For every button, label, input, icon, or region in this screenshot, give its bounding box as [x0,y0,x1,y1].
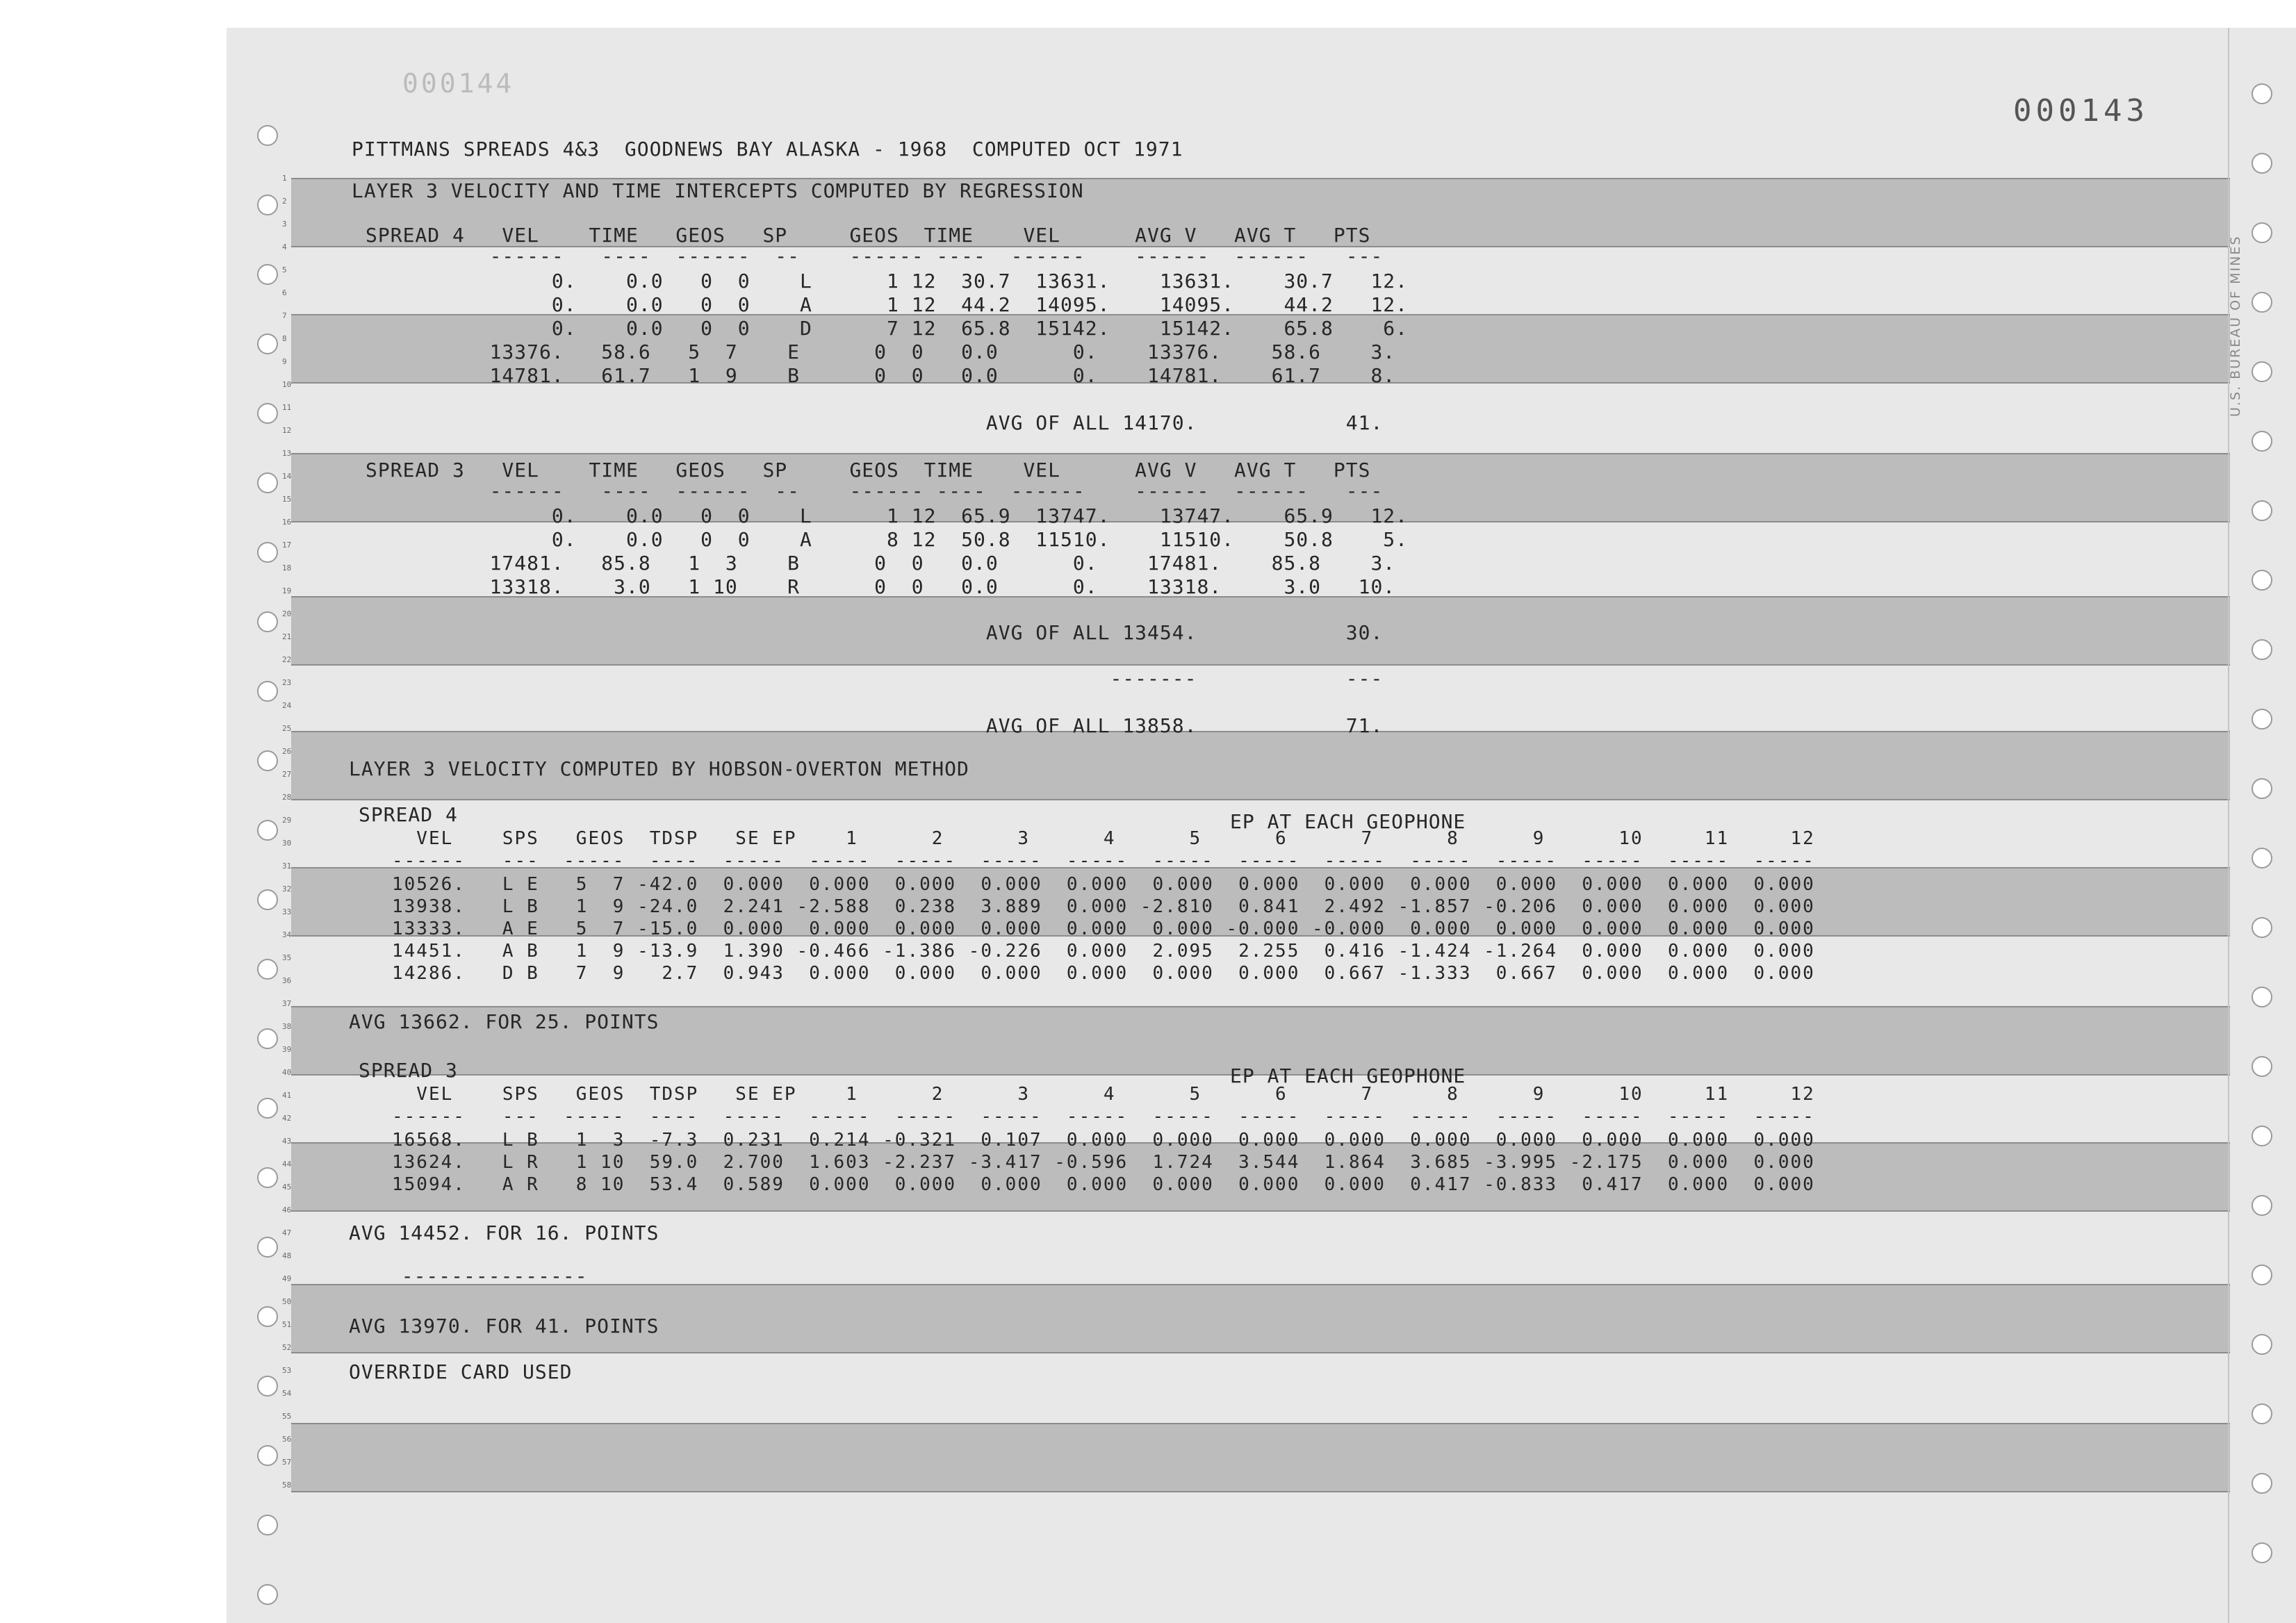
margin-line-number: 48 [282,1251,292,1260]
margin-line-number: 19 [282,586,292,595]
overall-average: AVG OF ALL 13858. 71. [366,714,1384,737]
margin-line-number: 37 [282,999,292,1008]
spread4-average: AVG OF ALL 14170. 41. [366,411,1384,434]
greenbar-band [291,1423,2230,1492]
tractor-hole [2252,1264,2272,1285]
spread3-dashes: ------ ---- ------ -- ------ ---- ------ ------ ------ --- [366,479,1384,502]
tractor-hole [257,750,278,771]
table-row: 0. 0.0 0 0 L 1 12 30.7 13631. 13631. 30.7 12. [366,270,1409,293]
table-row: 13333. A E 5 7 -15.0 0.000 0.000 0.000 0.000 0.000 0.000 -0.000 -0.000 0.000 0.000 0.000 0.000 0.000 [392,918,1815,939]
tractor-hole [257,472,278,493]
margin-line-number: 42 [282,1114,292,1123]
tractor-hole [257,681,278,702]
margin-line-number: 15 [282,495,292,504]
tractor-hole [257,1167,278,1188]
tractor-hole [2252,639,2272,660]
margin-line-number: 18 [282,563,292,572]
tractor-hole [257,889,278,910]
tractor-hole [257,1376,278,1397]
margin-line-number: 41 [282,1091,292,1100]
margin-line-number: 33 [282,907,292,916]
ghost-page-number: 000144 [402,68,515,99]
hobson-spread3-dashes: ------ --- ----- ---- ----- ----- ----- ----- ----- ----- ----- ----- ----- ----- ----- ----- ----- [392,1106,1815,1127]
tractor-hole [2252,1334,2272,1355]
tractor-hole [257,1515,278,1535]
tractor-hole [2252,1056,2272,1077]
margin-line-number: 27 [282,770,292,779]
margin-line-number: 36 [282,976,292,985]
hobson-spread3-label: SPREAD 3 [359,1059,458,1082]
margin-line-number: 53 [282,1366,292,1375]
tractor-hole [257,1237,278,1258]
table-row: 0. 0.0 0 0 D 7 12 65.8 15142. 15142. 65.8 6. [366,317,1409,340]
report-header: PITTMANS SPREADS 4&3 GOODNEWS BAY ALASKA - 1968 COMPUTED OCT 1971 [352,138,1183,160]
margin-line-number: 56 [282,1435,292,1444]
margin-line-number: 40 [282,1068,292,1077]
tractor-hole [257,333,278,354]
hobson-spread4-average: AVG 13662. FOR 25. POINTS [349,1010,659,1033]
tractor-hole [257,1445,278,1466]
margin-line-number: 13 [282,449,292,458]
margin-line-number: 5 [282,265,287,274]
table-row: 13318. 3.0 1 10 R 0 0 0.0 0. 13318. 3.0 10. [366,575,1396,598]
margin-line-number: 50 [282,1297,292,1306]
tractor-hole [2252,500,2272,521]
margin-line-number: 14 [282,472,292,481]
hobson-spread4-header: VEL SPS GEOS TDSP SE EP 1 2 3 4 5 6 7 8 9 10 11 12 [392,828,1815,849]
margin-line-number: 17 [282,541,292,550]
total-dashes: ------- --- [366,667,1384,690]
margin-line-number: 43 [282,1137,292,1146]
table-row: 0. 0.0 0 0 A 8 12 50.8 11510. 11510. 50.8 5. [366,528,1409,551]
margin-line-number: 30 [282,839,292,848]
hobson-spread4-label: SPREAD 4 [359,803,458,826]
margin-line-number: 46 [282,1205,292,1214]
ep-label: EP AT EACH GEOPHONE [1230,810,1466,833]
margin-line-number: 1 [282,174,287,183]
margin-line-number: 2 [282,197,287,206]
margin-line-number: 44 [282,1160,292,1169]
margin-line-number: 45 [282,1183,292,1192]
margin-line-number: 57 [282,1458,292,1467]
margin-line-number: 3 [282,220,287,229]
hobson-title: LAYER 3 VELOCITY COMPUTED BY HOBSON-OVERTON METHOD [349,757,969,780]
spread3-average: AVG OF ALL 13454. 30. [366,621,1384,644]
ep-label: EP AT EACH GEOPHONE [1230,1064,1466,1087]
table-row: 0. 0.0 0 0 A 1 12 44.2 14095. 14095. 44.2 12. [366,293,1409,316]
bureau-stamp: U.S. BUREAU OF MINES [2228,235,2243,417]
margin-line-number: 4 [282,242,287,252]
hobson-overall-average: AVG 13970. FOR 41. POINTS [349,1315,659,1337]
margin-line-number: 58 [282,1481,292,1490]
table-row: 16568. L B 1 3 -7.3 0.231 0.214 -0.321 0.107 0.000 0.000 0.000 0.000 0.000 0.000 0.000 0.000 0.000 [392,1130,1815,1151]
margin-line-number: 6 [282,288,287,297]
tractor-hole [2252,1126,2272,1146]
tractor-hole [257,403,278,424]
margin-line-number: 10 [282,380,292,389]
tractor-hole [2252,83,2272,104]
printout-sheet [227,28,2296,1623]
tractor-hole [2252,1195,2272,1216]
table-row: 14286. D B 7 9 2.7 0.943 0.000 0.000 0.000 0.000 0.000 0.000 0.667 -1.333 0.667 0.000 0.000 0.000 [392,963,1815,984]
margin-line-number: 23 [282,678,292,687]
margin-line-number: 26 [282,747,292,756]
margin-line-number: 55 [282,1412,292,1421]
margin-line-number: 29 [282,816,292,825]
margin-line-number: 47 [282,1228,292,1237]
margin-line-number: 52 [282,1343,292,1352]
tractor-hole [2252,1542,2272,1563]
spread4-dashes: ------ ---- ------ -- ------ ---- ------ ------ ------ --- [366,245,1384,267]
margin-line-number: 32 [282,884,292,893]
margin-line-number: 54 [282,1389,292,1398]
margin-line-number: 8 [282,334,287,343]
table-row: 14781. 61.7 1 9 B 0 0 0.0 0. 14781. 61.7 8. [366,364,1396,387]
margin-line-number: 16 [282,518,292,527]
table-row: 13938. L B 1 9 -24.0 2.241 -2.588 0.238 3.889 0.000 -2.810 0.841 2.492 -1.857 -0.206 0.000 0.000 0.000 [392,896,1815,917]
spread4-header: SPREAD 4 VEL TIME GEOS SP GEOS TIME VEL AVG V AVG T PTS [366,224,1371,247]
tractor-hole [2252,431,2272,452]
margin-line-number: 39 [282,1045,292,1054]
margin-line-number: 22 [282,655,292,664]
tractor-hole [2252,917,2272,938]
table-row: 15094. A R 8 10 53.4 0.589 0.000 0.000 0.000 0.000 0.000 0.000 0.000 0.417 -0.833 0.417 0.000 0.000 [392,1174,1815,1195]
tractor-hole [2252,1473,2272,1494]
margin-line-number: 49 [282,1274,292,1283]
tractor-hole [257,1584,278,1605]
table-row: 13376. 58.6 5 7 E 0 0 0.0 0. 13376. 58.6 3. [366,340,1396,363]
hobson-spread3-header: VEL SPS GEOS TDSP SE EP 1 2 3 4 5 6 7 8 9 10 11 12 [392,1084,1815,1105]
override-note: OVERRIDE CARD USED [349,1360,573,1383]
tractor-hole [2252,987,2272,1007]
margin-line-number: 7 [282,311,287,320]
margin-line-number: 51 [282,1320,292,1329]
spread3-header: SPREAD 3 VEL TIME GEOS SP GEOS TIME VEL AVG V AVG T PTS [366,459,1371,481]
hobson-total-dashes: --------------- [377,1264,588,1287]
tractor-hole [257,195,278,215]
tractor-hole [2252,153,2272,174]
tractor-hole [2252,570,2272,591]
hobson-spread4-dashes: ------ --- ----- ---- ----- ----- ----- ----- ----- ----- ----- ----- ----- ----- ----- ----- ----- [392,850,1815,871]
margin-line-number: 34 [282,930,292,939]
margin-line-number: 24 [282,701,292,710]
tractor-hole [257,1098,278,1119]
tractor-hole [2252,292,2272,313]
margin-line-number: 21 [282,632,292,641]
margin-line-number: 9 [282,357,287,366]
tractor-hole [257,1028,278,1049]
margin-line-number: 35 [282,953,292,962]
table-row: 0. 0.0 0 0 L 1 12 65.9 13747. 13747. 65.9 12. [366,504,1409,527]
tractor-hole [2252,778,2272,799]
tractor-hole [257,125,278,146]
hobson-spread3-average: AVG 14452. FOR 16. POINTS [349,1221,659,1244]
tractor-hole [257,542,278,563]
tractor-hole [2252,709,2272,730]
tractor-hole [2252,361,2272,382]
tractor-hole [2252,1403,2272,1424]
tractor-hole [257,264,278,285]
tractor-hole [257,611,278,632]
margin-line-number: 31 [282,862,292,871]
tractor-hole [257,1306,278,1327]
sheet-number: 000143 [2013,93,2149,129]
tractor-hole [257,820,278,841]
table-row: 14451. A B 1 9 -13.9 1.390 -0.466 -1.386 -0.226 0.000 2.095 2.255 0.416 -1.424 -1.264 0.000 0.000 0.000 [392,941,1815,962]
regression-title: LAYER 3 VELOCITY AND TIME INTERCEPTS COMPUTED BY REGRESSION [352,179,1084,202]
margin-line-number: 20 [282,609,292,618]
table-row: 17481. 85.8 1 3 B 0 0 0.0 0. 17481. 85.8 3. [366,552,1396,575]
margin-line-number: 38 [282,1022,292,1031]
margin-line-number: 28 [282,793,292,802]
margin-line-number: 25 [282,724,292,733]
margin-line-number: 11 [282,403,292,412]
table-row: 13624. L R 1 10 59.0 2.700 1.603 -2.237 -3.417 -0.596 1.724 3.544 1.864 3.685 -3.995 -2.175 0.000 0.000 [392,1152,1815,1173]
tractor-hole [2252,848,2272,868]
tractor-hole [257,959,278,980]
table-row: 10526. L E 5 7 -42.0 0.000 0.000 0.000 0.000 0.000 0.000 0.000 0.000 0.000 0.000 0.000 0.000 0.000 [392,874,1815,895]
margin-line-number: 12 [282,426,292,435]
tractor-hole [2252,222,2272,243]
